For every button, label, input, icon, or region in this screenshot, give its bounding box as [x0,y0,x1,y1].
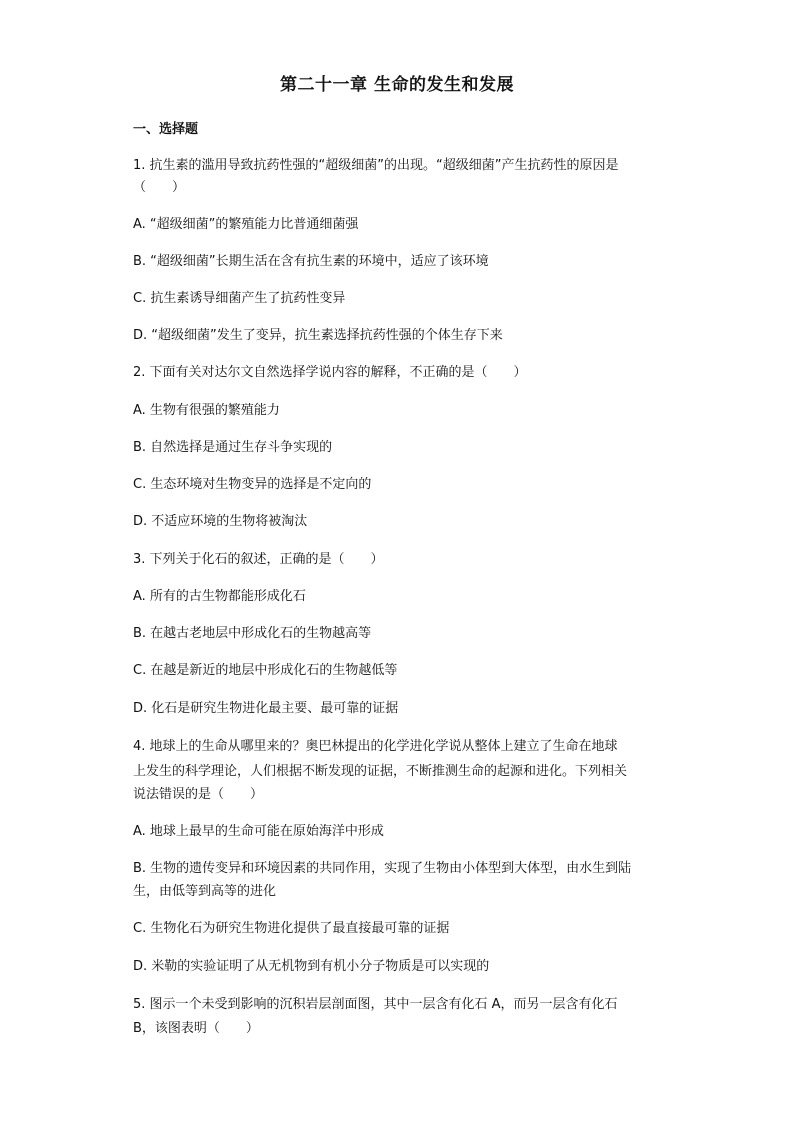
question-2-option-d: D. 不适应环境的生物将被淘汰 [133,514,308,529]
question-1-option-a: A. “超级细菌”的繁殖能力比普通细菌强 [133,217,359,232]
page-title: 第二十一章 生命的发生和发展 [280,75,514,95]
question-1-option-d: D. “超级细菌”发生了变异，抗生素选择抗药性强的个体生存下来 [133,328,503,343]
question-3-option-a: A. 所有的古生物都能形成化石 [133,589,306,604]
question-3-option-b: B. 在越古老地层中形成化石的生物越高等 [133,626,372,641]
question-4-option-b-line-2: 生，由低等到高等的进化 [133,884,277,899]
section-heading: 一、选择题 [133,122,199,137]
question-1-stem-line-2: （ ） [133,180,186,195]
question-4-option-c: C. 生物化石为研究生物进化提供了最直接最可靠的证据 [133,921,450,936]
question-2-stem: 2. 下面有关对达尔文自然选择学说内容的解释，不正确的是（ ） [133,365,527,380]
question-2-option-c: C. 生态环境对生物变异的选择是不定向的 [133,477,372,492]
question-4-stem-line-3: 说法错误的是（ ） [133,787,264,802]
question-3-stem: 3. 下列关于化石的叙述，正确的是（ ） [133,552,384,567]
question-4-stem-line-2: 上发生的科学理论，人们根据不断发现的证据，不断推测生命的起源和进化。下列相关 [133,764,628,779]
question-4-option-a: A. 地球上最早的生命可能在原始海洋中形成 [133,824,384,839]
question-5-stem-line-1: 5. 图示一个未受到影响的沉积岩层剖面图，其中一层含有化石 A，而另一层含有化石 [133,997,618,1012]
question-2-option-a: A. 生物有很强的繁殖能力 [133,403,280,418]
question-4-option-b-line-1: B. 生物的遗传变异和环境因素的共同作用，实现了生物由小体型到大体型，由水生到陆 [133,861,632,876]
question-1-option-c: C. 抗生素诱导细菌产生了抗药性变异 [133,291,346,306]
question-3-option-c: C. 在越是新近的地层中形成化石的生物越低等 [133,663,398,678]
question-2-option-b: B. 自然选择是通过生存斗争实现的 [133,440,333,455]
question-4-stem-line-1: 4. 地球上的生命从哪里来的？奥巴林提出的化学进化学说从整体上建立了生命在地球 [133,739,618,754]
question-3-option-d: D. 化石是研究生物进化最主要、最可靠的证据 [133,701,399,716]
question-5-stem-line-2: B，该图表明（ ） [133,1021,259,1036]
question-4-option-d: D. 米勒的实验证明了从无机物到有机小分子物质是可以实现的 [133,959,490,974]
question-1-option-b: B. “超级细菌”长期生活在含有抗生素的环境中，适应了该环境 [133,254,489,269]
question-1-stem-line-1: 1. 抗生素的滥用导致抗药性强的“超级细菌”的出现。“超级细菌”产生抗药性的原因是 [133,158,619,173]
